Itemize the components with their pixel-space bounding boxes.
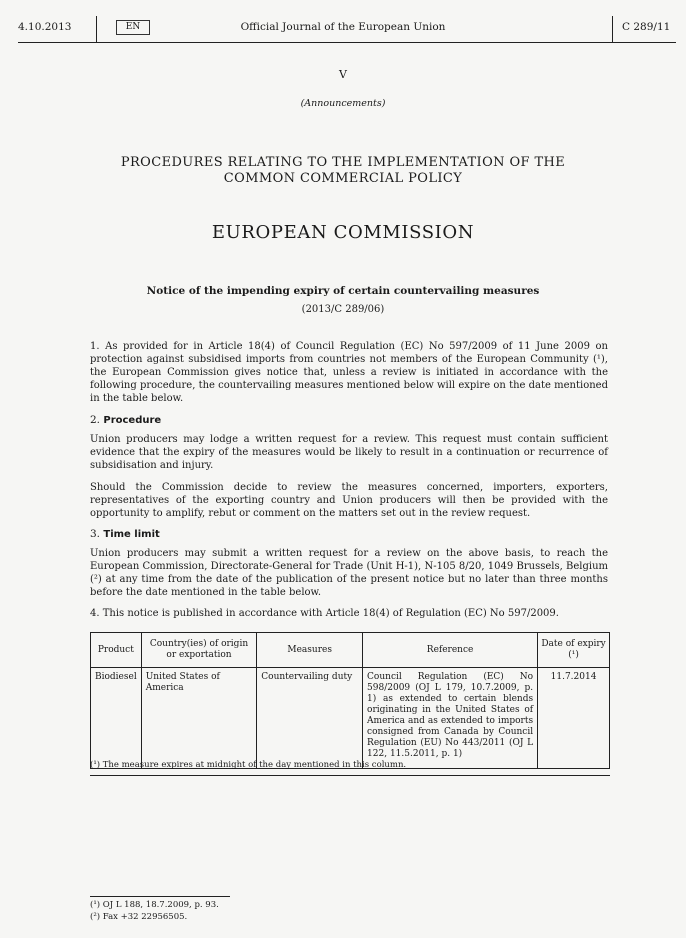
journal-title: Official Journal of the European Union bbox=[240, 21, 446, 33]
table-note: (¹) The measure expires at midnight of the day mentioned in this column. bbox=[90, 760, 407, 770]
col-measures: Measures bbox=[257, 633, 363, 668]
notice-title: Notice of the impending expiry of certain countervailing measures bbox=[146, 285, 540, 297]
commission-heading: EUROPEAN COMMISSION bbox=[211, 222, 475, 243]
footnote-2: (²) Fax +32 22956505. bbox=[90, 912, 188, 922]
cell-expiry-date: 11.7.2014 bbox=[538, 668, 610, 769]
heading-number: 2. bbox=[90, 414, 101, 426]
table-row bbox=[91, 668, 610, 769]
footnote-1: (¹) OJ L 188, 18.7.2009, p. 93. bbox=[90, 900, 219, 910]
heading-number: 3. bbox=[90, 528, 101, 540]
table-note-rule bbox=[90, 775, 610, 776]
cell-product: Biodiesel bbox=[91, 668, 142, 769]
paragraph-3: Should the Commission decide to review the measures concerned, importers, exporters, representatives of the exporting country and Union producers will then be provided with the opportunity to amplify, rebut or comment on the matters set out in the review request. bbox=[90, 482, 608, 519]
language-badge: EN bbox=[116, 20, 150, 35]
paragraph-4: Union producers may submit a written request for a review on the above basis, to reach the European Commission, Directorate-General for Trade (Unit H-1), N-105 8/20, 1049 Brussels, Belgium (²) at any time from the date of the publication of the present notice but no later than three months before the date mentioned in the table below. bbox=[90, 548, 608, 598]
cell-measures: Countervailing duty bbox=[257, 668, 363, 769]
heading-procedure bbox=[90, 414, 161, 426]
journal-reference: C 289/11 bbox=[622, 21, 671, 33]
cell-country: United States of America bbox=[141, 668, 257, 769]
col-reference: Reference bbox=[363, 633, 538, 668]
notice-reference: (2013/C 289/06) bbox=[301, 304, 385, 315]
section-type: (Announcements) bbox=[300, 98, 386, 109]
table-header-row bbox=[91, 633, 610, 668]
header-divider bbox=[612, 16, 613, 43]
col-country: Country(ies) of origin or exportation bbox=[141, 633, 257, 668]
publication-date: 4.10.2013 bbox=[18, 21, 72, 33]
heading-time-limit bbox=[90, 528, 160, 540]
section-number: V bbox=[339, 68, 347, 81]
procedures-heading bbox=[0, 155, 686, 187]
cell-reference: Council Regulation (EC) No 598/2009 (OJ L 179, 10.7.2009, p. 1) as extended to certain blends originating in the United States of America and as extended to imports consigned from Canada by Council Regulation (EU) No 443/2011 (OJ L 122, 11.5.2011, p. 1) bbox=[363, 668, 538, 769]
header-rule bbox=[18, 42, 676, 43]
page-header bbox=[0, 0, 686, 44]
heading-label: Time limit bbox=[103, 529, 160, 540]
measures-table bbox=[90, 632, 610, 769]
footnote-rule bbox=[90, 896, 230, 897]
heading-label: Procedure bbox=[103, 415, 162, 426]
paragraph-5: 4. This notice is published in accordance with Article 18(4) of Regulation (EC) No 597/2009. bbox=[90, 608, 559, 619]
col-product: Product bbox=[91, 633, 142, 668]
paragraph-1: 1. As provided for in Article 18(4) of Council Regulation (EC) No 597/2009 of 11 June 2009 on protection against subsidised imports from countries not members of the European Community (¹), the European Commission gives notice that, unless a review is initiated in accordance with the following procedure, the countervailing measures mentioned below will expire on the date mentioned in the table below. bbox=[90, 341, 608, 404]
col-expiry-date: Date of expiry (¹) bbox=[538, 633, 610, 668]
paragraph-2: Union producers may lodge a written request for a review. This request must contain sufficient evidence that the expiry of the measures would be likely to result in a continuation or recurrence of subsidisation and injury. bbox=[90, 434, 608, 471]
procedures-heading-text: PROCEDURES RELATING TO THE IMPLEMENTATION OF THE COMMON COMMERCIAL POLICY bbox=[120, 155, 566, 186]
